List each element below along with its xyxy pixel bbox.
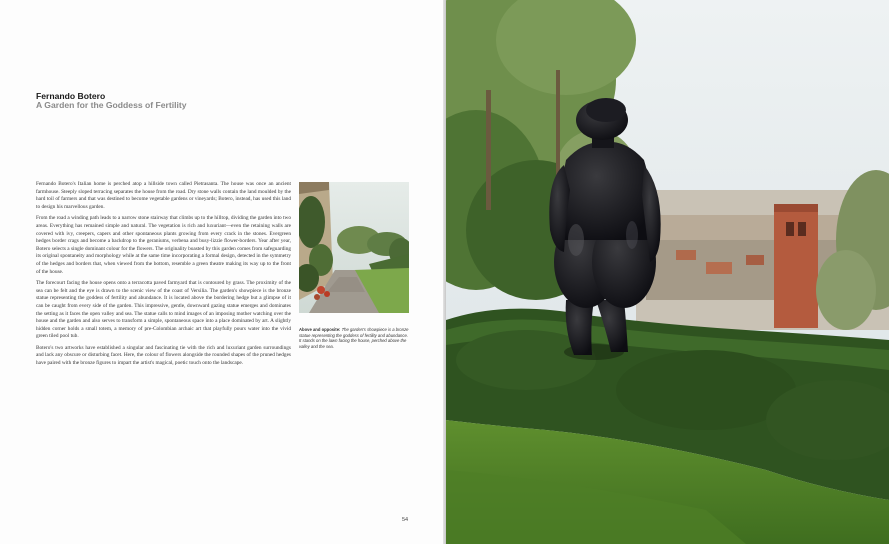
paragraph-1: Fernando Botero's Italian home is perched atop a hillside town called Pietrasanta. The house was once an ancient farmhouse. Steeply sloped terracing separates the house from the road. Dry stone walls contain the land moulded by the hard toil of farmers and that was destined to become vegetable gardens or vineyards; Botero, instead, has used this land to design his marvellous garden. (36, 181, 291, 210)
caption-lead: Above and opposite: (299, 327, 341, 332)
paragraph-4: Botero's two artworks have established a singular and fascinating tie with the rich and luxuriant garden surroundings and lack any obscure or disturbing facet. Here, the colour of flowers alongside the rounded shapes of the pruned hedges have paired with the bronze figures to impart the artist's magical, poetic touch onto the landscape. (36, 344, 291, 367)
body-text (36, 181, 291, 372)
photo-caption (299, 327, 409, 349)
garden-path-photo (299, 182, 409, 313)
page-number: 54 (402, 517, 409, 523)
paragraph-3: The forecourt facing the house opens onto a terracotta paved farmyard that is contoured by grass. The proximity of the sea can be felt and the eye is drawn to the scenic view of the coast of Versilia. The garden's showpiece is the bronze statue representing the goddess of fertility and abundance. It is located above the bordering hedge but a glimpse of it can be caught from every side of the garden. This impressive, gentle, downward gazing statue emerges and dominates the setting as it faces the open valley and sea. The statue calls to mind images of an imposing mother watching over the house and the garden and also serves to transform a simple, spontaneous space into a place dominated by art. A slightly hidden corner holds a small totem, a memory of pre-Colombian archaic art that playfully pours water into the vivid green tiled pool tub. (36, 280, 291, 340)
paragraph-2: From the road a winding path leads to a narrow stone stairway that climbs up to the hilltop, dividing the garden into two areas. Everything has remained simple and natural. The vegetation is rich and luxuriant—even the retaining walls are covered with ivy, creepers, capers and other spontaneous plants growing from every crack in the stones. Evergreen hedges border crags and become a backdrop to the geraniums, verbena and busy-lizzie flower-borders. Year after year, Botero selects a single dominant colour for the flowers. The originality boasted by this garden comes from safeguarding its original spontaneity and morphology while at the same time incorporating a formal design, detected in the symmetry of the hedges and borders that, when viewed from the bottom, resemble a green theatre making its way up to the front of the house. (36, 215, 291, 275)
artist-name: Fernando Botero (36, 91, 106, 101)
garden-path-illustration (299, 182, 409, 313)
right-page-photo (446, 0, 889, 544)
caption-text: The garden's showpiece is a bronze statue representing the goddess of fertility and abundance. It stands on the lawn facing the house, perched above the valley and the sea. (299, 327, 409, 349)
botero-statue-illustration (446, 0, 889, 544)
chapter-subtitle: A Garden for the Goddess of Fertility (36, 100, 187, 110)
